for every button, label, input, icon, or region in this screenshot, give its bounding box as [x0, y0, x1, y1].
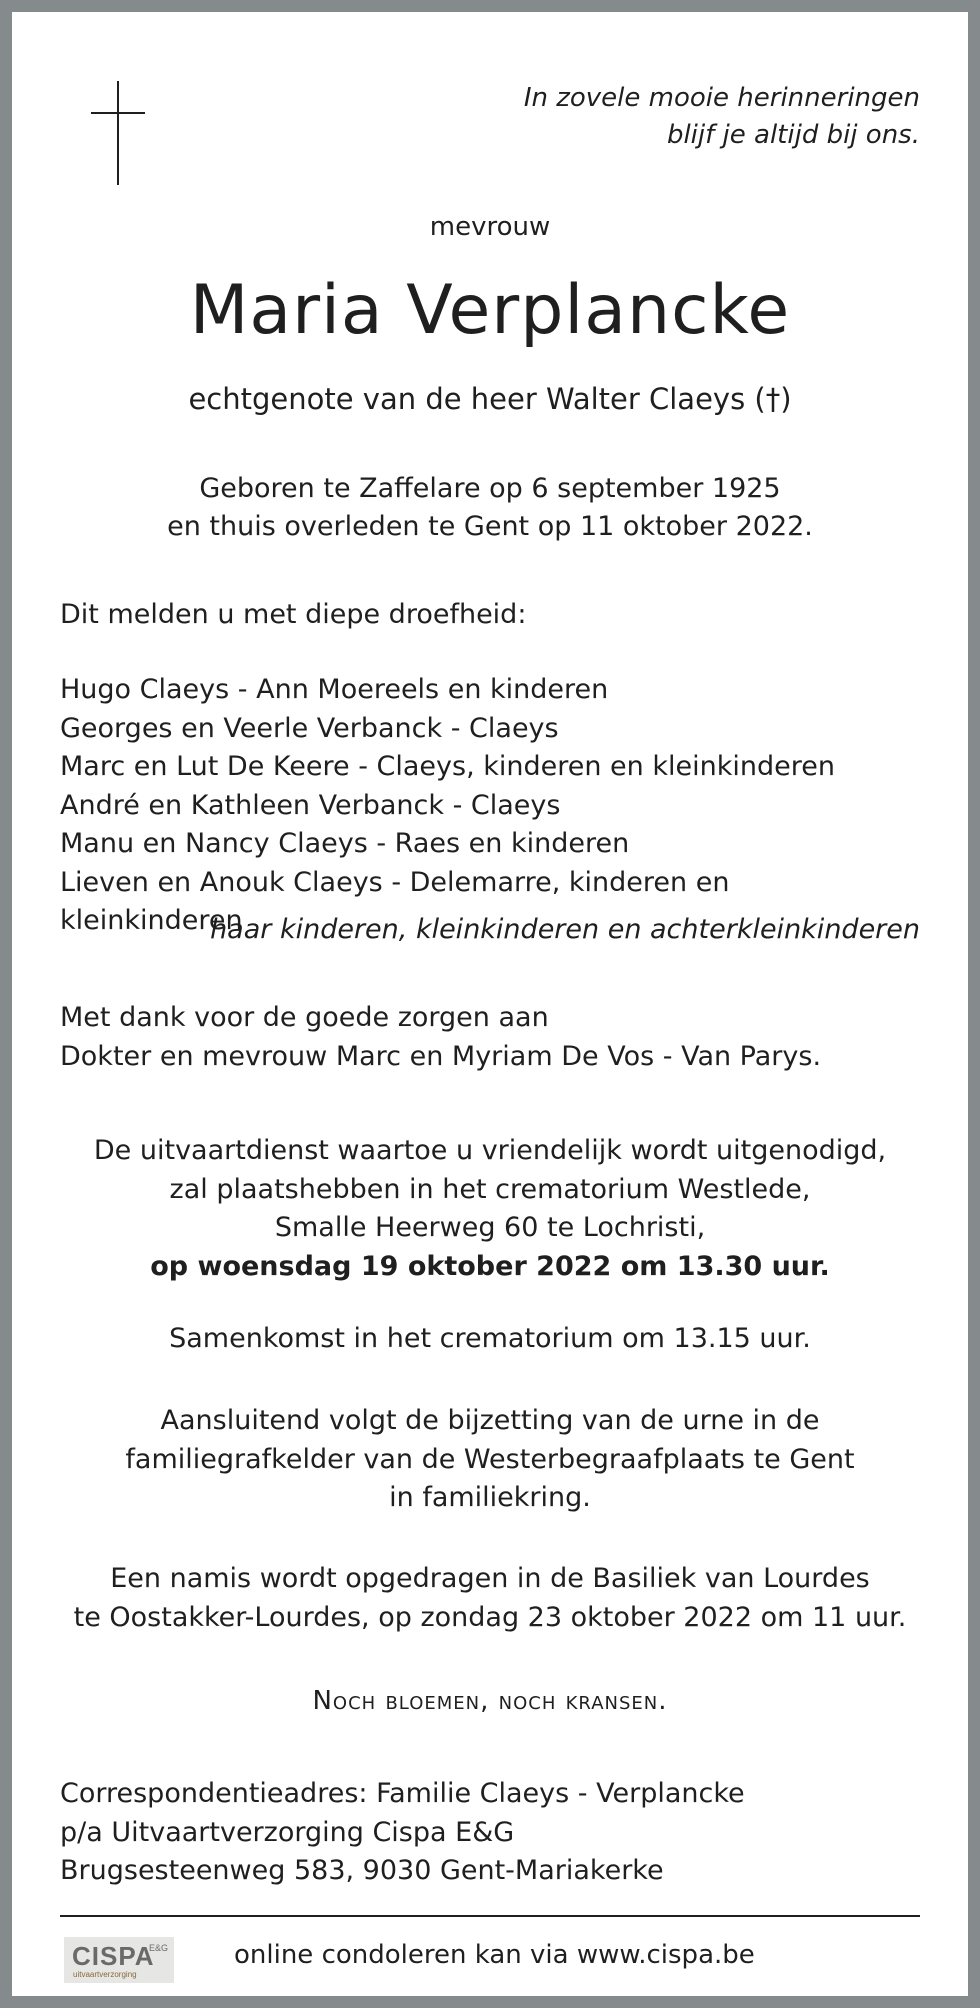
honorific: mevrouw [429, 212, 551, 242]
family-member: Hugo Claeys - Ann Moereels en kinderen [60, 674, 609, 705]
mass-line: te Oostakker-Lourdes, op zondag 23 oktober 2022 om 11 uur. [73, 1601, 907, 1633]
family-member: Marc en Lut De Keere - Claeys, kinderen en kleinkinderen [60, 751, 835, 782]
motto [524, 80, 920, 154]
family-list [60, 671, 920, 941]
cispa-logo [64, 1937, 174, 1983]
address-line: Brugsesteenweg 583, 9030 Gent-Mariakerke [60, 1855, 664, 1886]
no-flowers-note: Noch bloemen, noch kransen. [312, 1686, 668, 1716]
logo-name: CISPA [72, 1941, 155, 1971]
motto-line: blijf je altijd bij ons. [666, 120, 920, 150]
logo-sub: uitvaartverzorging [73, 1970, 137, 1979]
cross-icon [91, 81, 145, 185]
address-line: p/a Uitvaartverzorging Cispa E&G [60, 1816, 515, 1848]
online-condolence-link[interactable]: online condoleren kan via www.cispa.be [234, 1940, 755, 1970]
family-member: Georges en Veerle Verbanck - Claeys [60, 712, 559, 744]
gathering-info: Samenkomst in het crematorium om 13.15 uur. [169, 1323, 811, 1354]
burial-line: in familiekring. [389, 1482, 591, 1513]
family-summary: haar kinderen, kleinkinderen en achterkleinkinderen [210, 914, 920, 945]
burial-info [60, 1402, 920, 1518]
mass-info [60, 1560, 920, 1637]
service-line: De uitvaartdienst waartoe u vriendelijk wordt uitgenodigd, [93, 1135, 887, 1166]
burial-line: familiegrafkelder van de Westerbegraafplaats te Gent [125, 1443, 855, 1475]
motto-line: In zovele mooie herinneringen [523, 83, 920, 113]
thanks-line: Dokter en mevrouw Marc en Myriam De Vos - Van Parys. [60, 1040, 822, 1072]
burial-line: Aansluitend volgt de bijzetting van de urne in de [160, 1405, 820, 1436]
family-member: Lieven en Anouk Claeys - Delemarre, kinderen en kleinkinderen [60, 866, 730, 936]
birth-line: Geboren te Zaffelare op 6 september 1925 [199, 473, 781, 504]
spouse-line: echtgenote van de heer Walter Claeys (†) [188, 382, 792, 416]
life-dates [60, 470, 920, 546]
card-content [60, 12, 920, 1996]
correspondence-address [60, 1775, 920, 1891]
death-line: en thuis overleden te Gent op 11 oktober 2022. [167, 511, 813, 542]
service-info [60, 1132, 920, 1286]
deceased-name: Maria Verplancke [189, 271, 791, 350]
family-member: André en Kathleen Verbanck - Claeys [60, 789, 561, 821]
thanks-line: Met dank voor de goede zorgen aan [60, 1002, 549, 1033]
service-line: zal plaatshebben in het crematorium Westlede, [169, 1173, 811, 1205]
mass-line: Een namis wordt opgedragen in de Basiliek van Lourdes [110, 1563, 870, 1594]
divider [60, 1915, 920, 1917]
service-date: op woensdag 19 oktober 2022 om 13.30 uur. [150, 1250, 830, 1282]
service-line: Smalle Heerweg 60 te Lochristi, [274, 1212, 706, 1243]
thanks [60, 999, 920, 1076]
family-member: Manu en Nancy Claeys - Raes en kinderen [60, 828, 630, 859]
address-line: Correspondentieadres: Familie Claeys - Verplancke [60, 1778, 745, 1809]
logo-sup: E&G [149, 1943, 169, 1953]
announcement: Dit melden u met diepe droefheid: [60, 599, 527, 630]
